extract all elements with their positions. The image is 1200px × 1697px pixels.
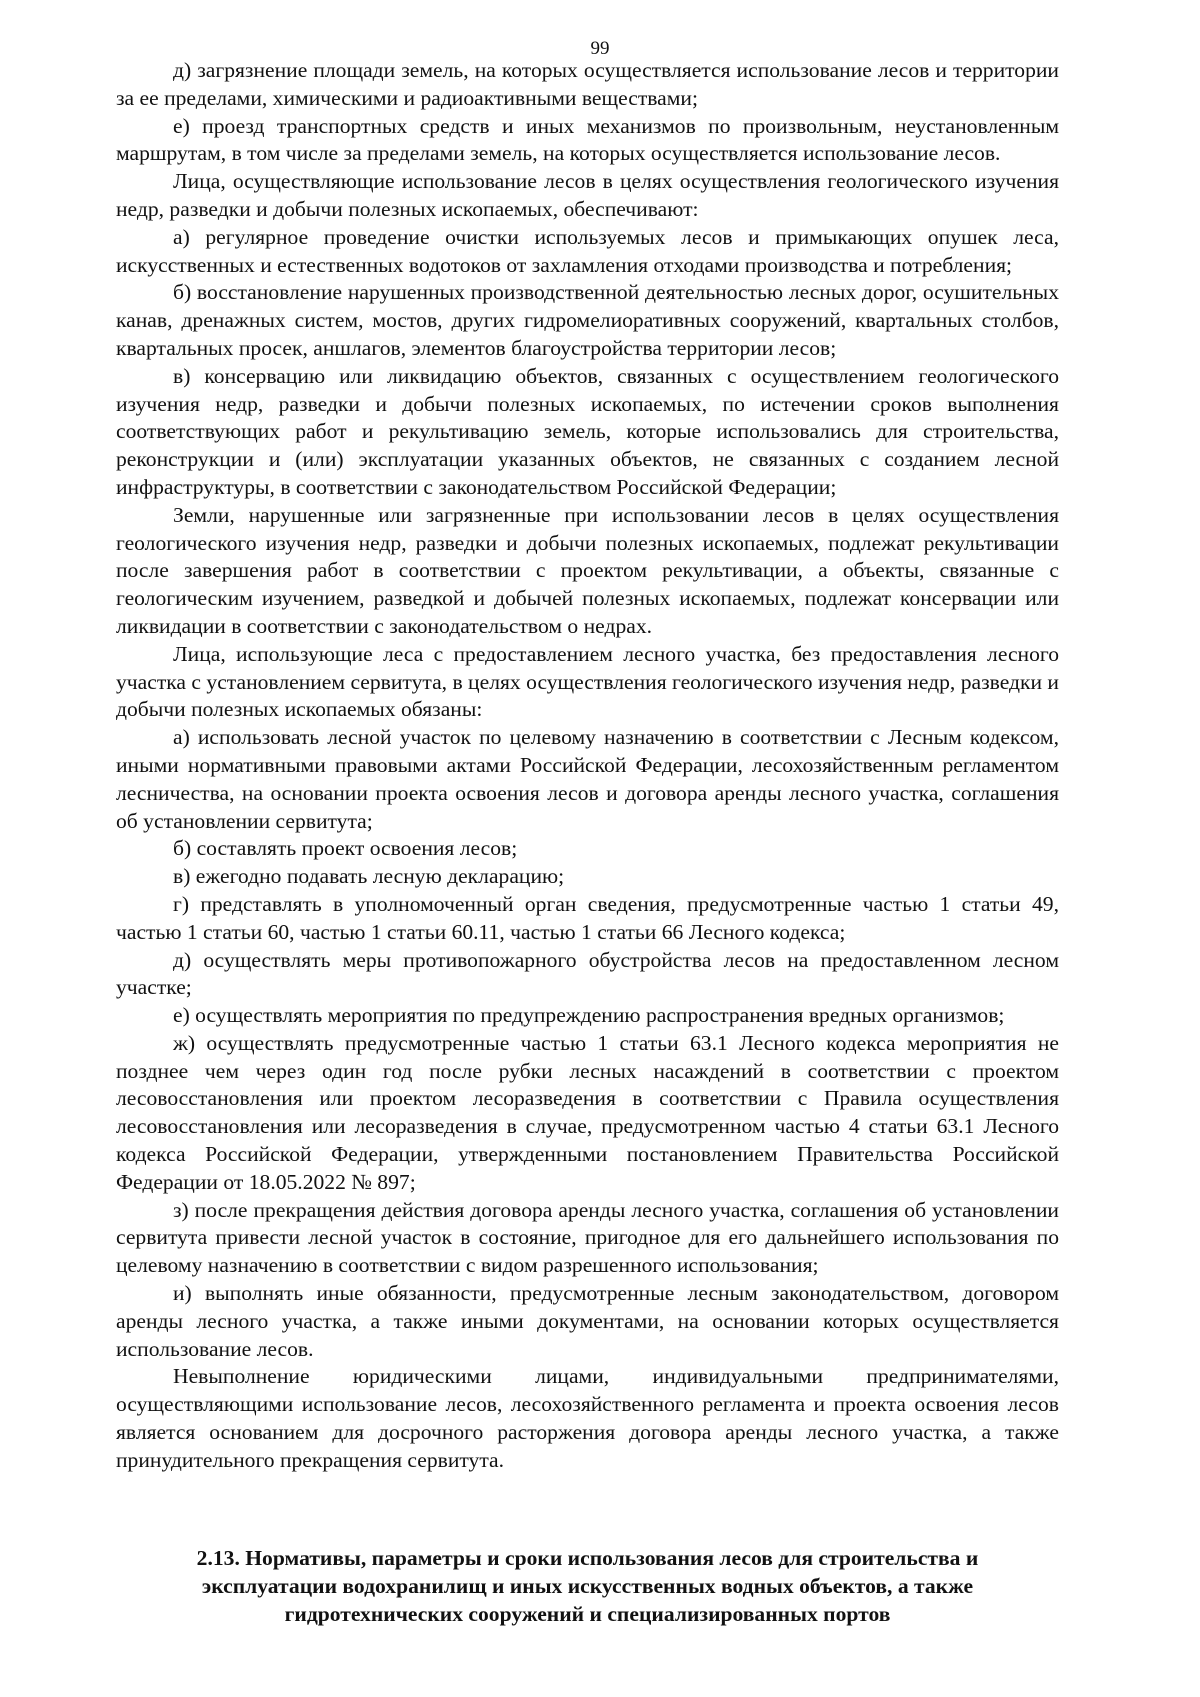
paragraph: ж) осуществлять предусмотренные частью 1 статьи 63.1 Лесного кодекса мероприятия не позднее чем через один год после рубки лесных насаждений в соответствии с проектом лесовосстановления или проектом лесоразведения в соответствии с Правила осуществления лесовосстановления или лесоразведения в случае, предусмотренном частью 4 статьи 63.1 Лесного кодекса Российской Федерации, утвержденными постановлением Правительства Российской Федерации от 18.05.2022 № 897;: [116, 1030, 1059, 1194]
paragraph: а) использовать лесной участок по целевому назначению в соответствии с Лесным кодексом, иными нормативными правовыми актами Российской Федерации, лесохозяйственным регламентом лесничества, на основании проекта освоения лесов и договора аренды лесного участка, соглашения об установлении сервитута;: [116, 725, 1059, 833]
paragraph: Земли, нарушенные или загрязненные при использовании лесов в целях осуществления геологического изучения недр, разведки и добычи полезных ископаемых, подлежат рекультивации после завершения работ в соответствии с проектом рекультивации, а объекты, связанные с геологическим изучением, разведкой и добычей полезных ископаемых, подлежат консервации или ликвидации в соответствии с законодательством о недрах.: [116, 502, 1059, 638]
paragraph: и) выполнять иные обязанности, предусмотренные лесным законодательством, договором аренды лесного участка, а также иными документами, на основании которых осуществляется использование лесов.: [116, 1281, 1059, 1361]
paragraph: в) ежегодно подавать лесную декларацию;: [173, 864, 565, 889]
paragraph: з) после прекращения действия договора аренды лесного участка, соглашения об установлении сервитута привести лесной участок в состояние, пригодное для его дальнейшего использования по целевому назначению в соответствии с видом разрешенного использования;: [116, 1197, 1059, 1278]
paragraph: е) осуществлять мероприятия по предупреждению распространения вредных организмов;: [173, 1003, 1005, 1028]
paragraph: б) составлять проект освоения лесов;: [173, 836, 518, 861]
section-heading-line: гидротехнических сооружений и специализированных портов: [284, 1601, 891, 1626]
page-number: 99: [590, 38, 610, 59]
paragraph: Лица, осуществляющие использование лесов в целях осуществления геологического изучения недр, разведки и добычи полезных ископаемых, обеспечивают:: [116, 169, 1059, 221]
paragraph: е) проезд транспортных средств и иных механизмов по произвольным, неустановленным маршрутам, в том числе за пределами земель, на которых осуществляется использование лесов.: [116, 113, 1059, 166]
section-heading-line: 2.13. Нормативы, параметры и сроки использования лесов для строительства и: [196, 1546, 979, 1570]
section-heading-line: эксплуатации водохранилищ и иных искусственных водных объектов, а также: [201, 1573, 974, 1598]
paragraph: г) представлять в уполномоченный орган сведения, предусмотренные частью 1 статьи 49, частью 1 статьи 60, частью 1 статьи 60.11, частью 1 статьи 66 Лесного кодекса;: [116, 891, 1059, 944]
paragraph: в) консервацию или ликвидацию объектов, связанных с осуществлением геологического изучения недр, разведки и добычи полезных ископаемых, по истечении сроков выполнения соответствующих работ и рекультивацию земель, которые использовались для строительства, реконструкции и (или) эксплуатации указанных объектов, не связанных с созданием лесной инфраструктуры, в соответствии с законодательством Российской Федерации;: [116, 363, 1059, 499]
paragraph: б) восстановление нарушенных производственной деятельностью лесных дорог, осушительных канав, дренажных систем, мостов, других гидромелиоративных сооружений, квартальных столбов, квартальных просек, аншлагов, элементов благоустройства территории лесов;: [116, 280, 1059, 360]
paragraph: д) осуществлять меры противопожарного обустройства лесов на предоставленном лесном участке;: [116, 947, 1059, 1000]
paragraph: д) загрязнение площади земель, на которых осуществляется использование лесов и территории за ее пределами, химическими и радиоактивными веществами;: [116, 58, 1059, 110]
paragraph: Невыполнение юридическими лицами, индивидуальными предпринимателями, осуществляющими использование лесов, лесохозяйственного регламента и проекта освоения лесов является основанием для досрочного расторжения договора аренды лесного участка, а также принудительного прекращения сервитута.: [116, 1364, 1059, 1472]
paragraph: Лица, использующие леса с предоставлением лесного участка, без предоставления лесного участка с установлением сервитута, в целях осуществления геологического изучения недр, разведки и добычи полезных ископаемых обязаны:: [116, 641, 1059, 722]
section-heading: [116, 1545, 1059, 1628]
document-body: [116, 57, 1059, 1475]
paragraph: а) регулярное проведение очистки используемых лесов и примыкающих опушек леса, искусственных и естественных водотоков от захламления отходами производства и потребления;: [116, 224, 1059, 277]
